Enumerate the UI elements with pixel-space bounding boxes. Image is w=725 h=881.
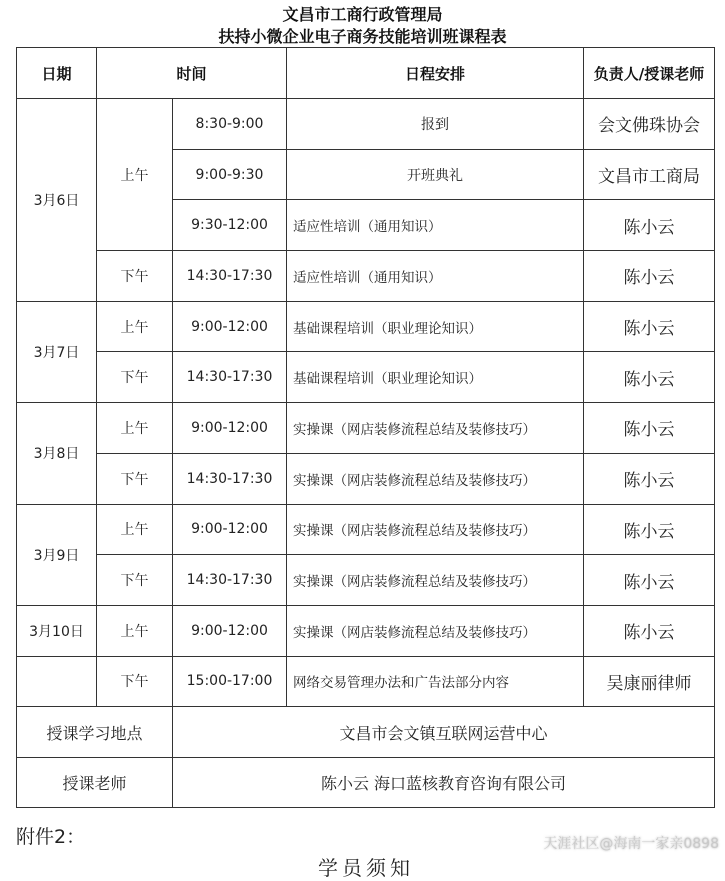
period-cell: 上午 [97, 504, 173, 555]
period-cell: 上午 [97, 301, 173, 352]
time-cell: 15:00-17:00 [173, 656, 287, 707]
teacher-cell: 陈小云 [584, 301, 715, 352]
teacher-cell: 陈小云 [584, 251, 715, 302]
teacher-cell: 陈小云 [584, 605, 715, 656]
table-row [17, 453, 715, 504]
period-cell: 下午 [97, 251, 173, 302]
date-cell: 3月10日 [17, 605, 97, 656]
table-row [17, 656, 715, 707]
table-row [17, 605, 715, 656]
time-cell: 8:30-9:00 [173, 99, 287, 150]
org-title: 文昌市工商行政管理局 [282, 5, 443, 24]
schedule-cell: 网络交易管理办法和广告法部分内容 [287, 656, 584, 707]
instructor-value: 陈小云 海口蓝核教育咨询有限公司 [173, 757, 715, 808]
teacher-cell: 陈小云 [584, 453, 715, 504]
time-cell: 9:00-12:00 [173, 504, 287, 555]
next-section-heading: 学员须知 [318, 856, 414, 880]
period-cell: 下午 [97, 656, 173, 707]
schedule-cell: 实操课（网店装修流程总结及装修技巧） [287, 403, 584, 454]
schedule-cell: 适应性培训（通用知识） [287, 251, 584, 302]
date-cell: 3月6日 [17, 99, 97, 302]
schedule-cell: 实操课（网店装修流程总结及装修技巧） [287, 453, 584, 504]
period-cell: 上午 [97, 99, 173, 251]
location-label: 授课学习地点 [17, 707, 173, 758]
table-row [17, 301, 715, 352]
teacher-cell: 陈小云 [584, 200, 715, 251]
table-row [17, 555, 715, 606]
period-cell: 下午 [97, 555, 173, 606]
date-cell: 3月8日 [17, 403, 97, 504]
header-teacher: 负责人/授课老师 [584, 48, 715, 99]
attachment-label: 附件2： [16, 826, 86, 848]
header-date: 日期 [17, 48, 97, 99]
time-cell: 9:00-9:30 [173, 149, 287, 200]
location-row [17, 707, 715, 758]
instructor-label: 授课老师 [17, 757, 173, 808]
schedule-cell: 报到 [287, 99, 584, 150]
site-watermark: 天涯社区@海南一家亲0898 [543, 836, 719, 852]
schedule-title: 扶持小微企业电子商务技能培训班课程表 [218, 27, 507, 46]
period-cell: 下午 [97, 352, 173, 403]
time-cell: 14:30-17:30 [173, 352, 287, 403]
teacher-cell: 吴康丽律师 [584, 656, 715, 707]
period-cell: 上午 [97, 605, 173, 656]
teacher-cell: 会文佛珠协会 [584, 99, 715, 150]
location-value: 文昌市会文镇互联网运营中心 [173, 707, 715, 758]
teacher-cell: 文昌市工商局 [584, 149, 715, 200]
date-cell [17, 656, 97, 707]
table-row [17, 352, 715, 403]
time-cell: 9:00-12:00 [173, 605, 287, 656]
teacher-cell: 陈小云 [584, 504, 715, 555]
time-cell: 9:00-12:00 [173, 403, 287, 454]
course-schedule-table [16, 47, 715, 808]
instructor-row [17, 757, 715, 808]
date-cell: 3月7日 [17, 301, 97, 402]
period-cell: 上午 [97, 403, 173, 454]
date-cell: 3月9日 [17, 504, 97, 605]
header-schedule: 日程安排 [287, 48, 584, 99]
schedule-cell: 基础课程培训（职业理论知识） [287, 352, 584, 403]
table-row [17, 403, 715, 454]
schedule-cell: 实操课（网店装修流程总结及装修技巧） [287, 504, 584, 555]
header-time: 时间 [97, 48, 287, 99]
schedule-cell: 适应性培训（通用知识） [287, 200, 584, 251]
schedule-cell: 实操课（网店装修流程总结及装修技巧） [287, 605, 584, 656]
table-row [17, 99, 715, 150]
table-header-row [17, 48, 715, 99]
teacher-cell: 陈小云 [584, 555, 715, 606]
schedule-cell: 实操课（网店装修流程总结及装修技巧） [287, 555, 584, 606]
schedule-cell: 基础课程培训（职业理论知识） [287, 301, 584, 352]
table-row [17, 251, 715, 302]
time-cell: 14:30-17:30 [173, 555, 287, 606]
time-cell: 9:30-12:00 [173, 200, 287, 251]
period-cell: 下午 [97, 453, 173, 504]
time-cell: 9:00-12:00 [173, 301, 287, 352]
schedule-cell: 开班典礼 [287, 149, 584, 200]
teacher-cell: 陈小云 [584, 352, 715, 403]
teacher-cell: 陈小云 [584, 403, 715, 454]
time-cell: 14:30-17:30 [173, 453, 287, 504]
table-row [17, 504, 715, 555]
time-cell: 14:30-17:30 [173, 251, 287, 302]
